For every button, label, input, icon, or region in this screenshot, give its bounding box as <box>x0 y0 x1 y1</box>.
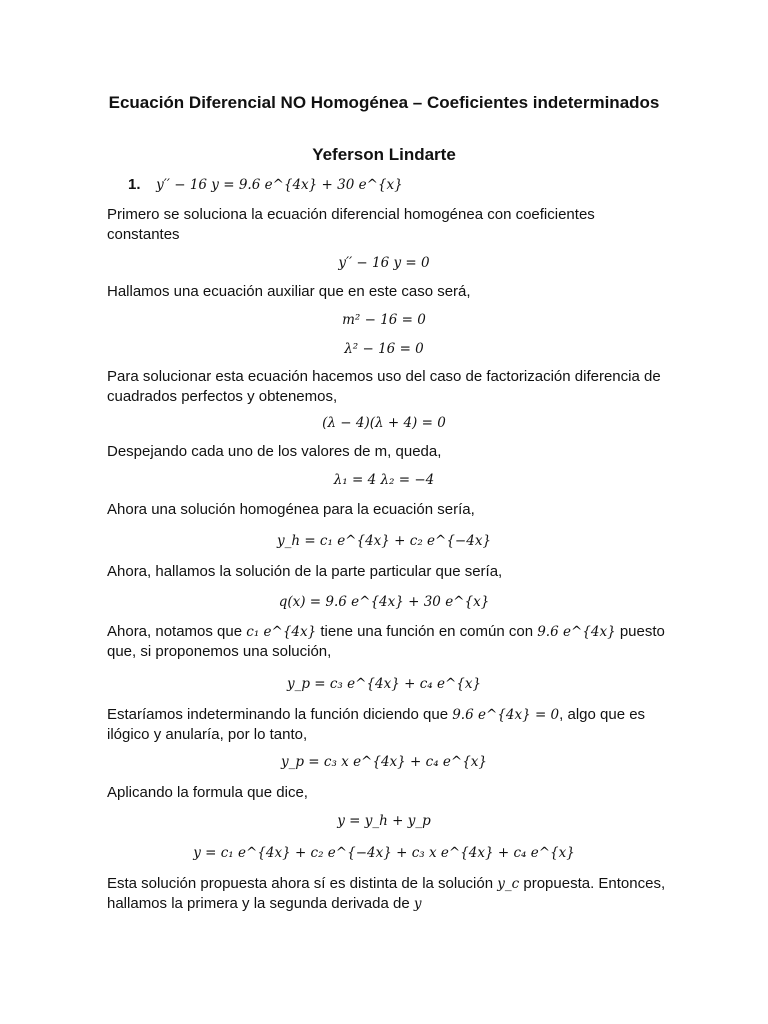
equation: m² − 16 = 0 <box>342 312 426 328</box>
problem-number: 1. <box>128 176 141 193</box>
paragraph <box>107 622 667 662</box>
text-run: , algo que es ilógico y anularía, por lo tanto, <box>107 706 646 743</box>
inline-math: y_c <box>497 876 520 892</box>
equation: (λ − 4)(λ + 4) = 0 <box>322 415 446 431</box>
paragraph: Para solucionar esta ecuación hacemos uso del caso de factorización diferencia de cuadrados perfectos y obtenemos, <box>107 368 661 405</box>
text-run: tiene una función en común con <box>320 623 534 640</box>
paragraph: Ahora una solución homogénea para la ecuación sería, <box>107 501 475 518</box>
equation: λ₁ = 4 λ₂ = −4 <box>333 472 435 488</box>
text-run: Estaríamos indeterminando la función diciendo que <box>107 706 449 723</box>
text-run: Ahora, notamos que <box>107 623 243 640</box>
paragraph <box>107 705 667 745</box>
equation: y_p = c₃ e^{4x} + c₄ e^{x} <box>286 676 482 692</box>
paragraph: Ahora, hallamos la solución de la parte particular que sería, <box>107 563 503 580</box>
equation: λ² − 16 = 0 <box>344 341 424 357</box>
problem-statement <box>128 176 403 193</box>
paragraph: Despejando cada uno de los valores de m, queda, <box>107 443 442 460</box>
equation: y = c₁ e^{4x} + c₂ e^{−4x} + c₃ x e^{4x} + c₄ e^{x} <box>193 845 575 861</box>
paragraph: Hallamos una ecuación auxiliar que en este caso será, <box>107 283 471 300</box>
inline-math: 9.6 e^{4x} = 0 <box>452 707 560 723</box>
equation: y_h = c₁ e^{4x} + c₂ e^{−4x} <box>276 533 492 549</box>
author-name: Yeferson Lindarte <box>312 145 456 164</box>
paragraph: Primero se soluciona la ecuación diferencial homogénea con coeficientes constantes <box>107 206 595 243</box>
equation: y′′ − 16 y = 0 <box>338 255 430 271</box>
paragraph <box>107 874 667 914</box>
paragraph: Aplicando la formula que dice, <box>107 784 308 801</box>
equation: q(x) = 9.6 e^{4x} + 30 e^{x} <box>278 594 490 610</box>
text-run: Esta solución propuesta ahora sí es distinta de la solución <box>107 875 494 892</box>
inline-math: y <box>413 896 422 912</box>
problem-equation: y′′ − 16 y = 9.6 e^{4x} + 30 e^{x} <box>156 177 403 193</box>
equation: y = y_h + y_p <box>337 813 431 829</box>
inline-math: c₁ e^{4x} <box>246 624 317 640</box>
equation: y_p = c₃ x e^{4x} + c₄ e^{x} <box>280 754 487 770</box>
page-title: Ecuación Diferencial NO Homogénea – Coeficientes indeterminados <box>108 93 660 112</box>
text-run: puesto que, si proponemos una solución, <box>107 623 665 660</box>
inline-math: 9.6 e^{4x} <box>537 624 616 640</box>
text-run: propuesta. Entonces, hallamos la primera y la segunda derivada de <box>107 875 666 912</box>
